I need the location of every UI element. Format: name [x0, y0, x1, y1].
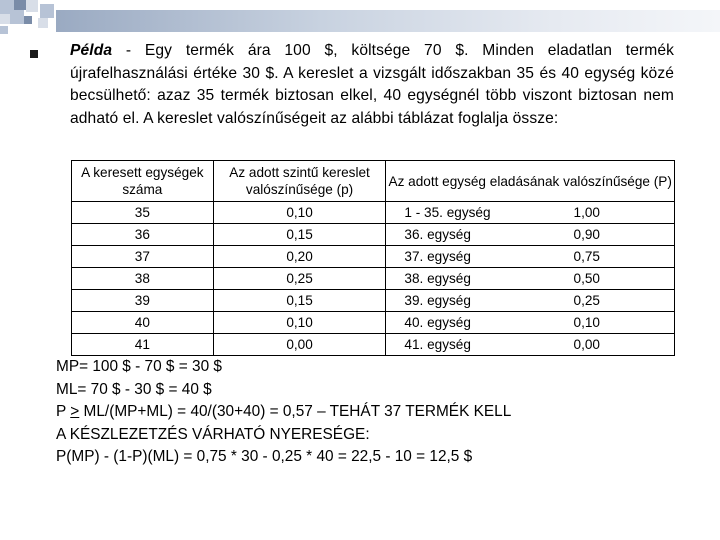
cell-unit-label: 41. egység: [386, 334, 529, 356]
deco-gradient-bar: [56, 10, 720, 32]
paragraph-text: - Egy termék ára 100 $, költsége 70 $. Minden eladatlan termék újrafelhasználási értéke 30 $. A kereslet a vizsgált időszakban 35 és 40 egység közé becsülhető: azaz 35 termék biztosan elkel, 40 egységnél több viszont biztosan nem adható el. A kereslet valószínűségeit az alábbi táblázat foglalja össze:: [70, 42, 674, 127]
greater-equal-symbol: >: [70, 403, 80, 421]
calc-line-ratio: [56, 401, 511, 424]
cell-unit-label: 36. egység: [386, 224, 529, 246]
decorative-header-pattern: [0, 0, 720, 42]
cell-unit-label: 38. egység: [386, 268, 529, 290]
table-row: [72, 334, 675, 356]
cell-unit-label: 1 - 35. egység: [386, 202, 529, 224]
cell-units: 35: [72, 202, 214, 224]
table-row: [72, 290, 675, 312]
cell-unit-label: 37. egység: [386, 246, 529, 268]
calc-line-mp: MP= 100 $ - 70 $ = 30 $: [56, 358, 222, 375]
cell-P: 0,00: [529, 334, 675, 356]
cell-P: 0,10: [529, 312, 675, 334]
calc-line-profit: P(MP) - (1-P)(ML) = 0,75 * 30 - 0,25 * 40 = 22,5 - 10 = 12,5 $: [56, 448, 473, 466]
deco-square: [26, 0, 38, 12]
cell-P: 0,75: [529, 246, 675, 268]
example-paragraph: [70, 40, 674, 130]
deco-square: [10, 10, 24, 24]
table-row: [72, 202, 675, 224]
paragraph-lead: Példa: [70, 42, 113, 59]
cell-P: 1,00: [529, 202, 675, 224]
cell-p: 0,25: [213, 268, 386, 290]
deco-square: [40, 4, 54, 18]
table-header-row: [72, 161, 675, 202]
square-bullet-icon: [30, 50, 38, 58]
table-row: [72, 268, 675, 290]
table-row: [72, 312, 675, 334]
header-demand-probability: Az adott szintű kereslet valószínűsége (p): [213, 161, 386, 202]
cell-p: 0,15: [213, 224, 386, 246]
deco-square: [0, 26, 8, 34]
calc-ratio-rest: ML/(MP+ML) = 40/(30+40) = 0,57 – TEHÁT 37 TERMÉK KELL: [79, 403, 512, 421]
demand-probability-table: [71, 160, 675, 356]
calculation-block: [56, 356, 511, 469]
cell-P: 0,25: [529, 290, 675, 312]
calc-line-heading: A KÉSZLEZETZÉS VÁRHATÓ NYERESÉGE:: [56, 425, 370, 443]
cell-units: 36: [72, 224, 214, 246]
cell-p: 0,10: [213, 312, 386, 334]
header-units: A keresett egységek száma: [72, 161, 214, 202]
cell-p: 0,00: [213, 334, 386, 356]
deco-square: [24, 16, 32, 24]
cell-units: 40: [72, 312, 214, 334]
cell-unit-label: 39. egység: [386, 290, 529, 312]
cell-units: 37: [72, 246, 214, 268]
deco-square: [38, 18, 48, 28]
calc-ratio-prefix: P: [56, 403, 71, 421]
table-row: [72, 224, 675, 246]
table-row: [72, 246, 675, 268]
header-sale-probability: Az adott egység eladásának valószínűsége (P): [386, 161, 675, 202]
cell-p: 0,15: [213, 290, 386, 312]
calc-line-ml: ML= 70 $ - 30 $ = 40 $: [56, 380, 212, 398]
cell-p: 0,10: [213, 202, 386, 224]
cell-units: 41: [72, 334, 214, 356]
cell-P: 0,90: [529, 224, 675, 246]
cell-units: 39: [72, 290, 214, 312]
cell-P: 0,50: [529, 268, 675, 290]
cell-p: 0,20: [213, 246, 386, 268]
deco-square: [14, 0, 26, 10]
deco-square: [0, 14, 10, 24]
cell-unit-label: 40. egység: [386, 312, 529, 334]
cell-units: 38: [72, 268, 214, 290]
